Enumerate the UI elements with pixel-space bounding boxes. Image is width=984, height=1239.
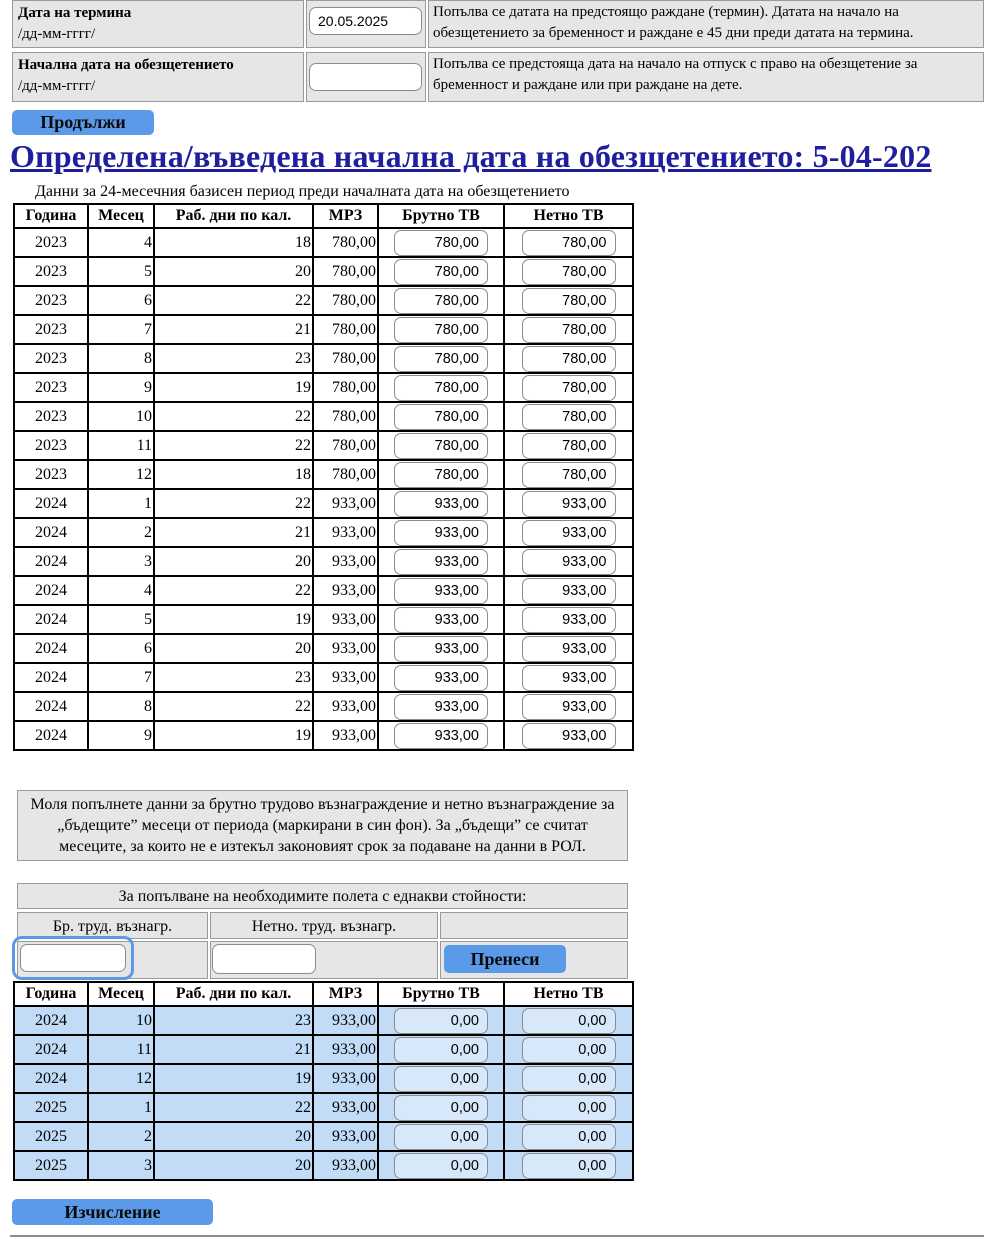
year-cell: 2023 [14, 373, 88, 402]
table-header-row [14, 204, 633, 228]
year-cell: 2023 [14, 257, 88, 286]
mrz-cell: 933,00 [313, 692, 378, 721]
table-row [14, 489, 633, 518]
month-cell: 6 [88, 634, 154, 663]
net-input-cell [504, 634, 633, 663]
col-net: Нетно ТВ [504, 204, 633, 228]
net-input-cell [504, 228, 633, 257]
net-input[interactable]: 0,00 [522, 1008, 616, 1034]
net-input[interactable]: 780,00 [522, 404, 616, 430]
workdays-cell: 23 [154, 344, 313, 373]
net-input[interactable]: 933,00 [522, 665, 616, 691]
calculate-button[interactable]: Изчисление [12, 1199, 213, 1225]
gross-input[interactable]: 780,00 [394, 317, 488, 343]
gross-input-cell [378, 489, 504, 518]
mrz-cell: 933,00 [313, 1122, 378, 1151]
start-date-format: /дд-мм-гггг/ [18, 78, 96, 94]
workdays-cell: 20 [154, 257, 313, 286]
mrz-cell: 780,00 [313, 431, 378, 460]
month-cell: 12 [88, 460, 154, 489]
workdays-cell: 22 [154, 402, 313, 431]
gross-input-cell [378, 1064, 504, 1093]
mrz-cell: 780,00 [313, 257, 378, 286]
net-input-cell [504, 286, 633, 315]
gross-input-cell [378, 315, 504, 344]
mrz-cell: 780,00 [313, 373, 378, 402]
month-cell: 1 [88, 489, 154, 518]
col-workdays: Раб. дни по кал. [154, 204, 313, 228]
table-row [14, 460, 633, 489]
gross-input[interactable]: 780,00 [394, 346, 488, 372]
gross-input-cell [378, 431, 504, 460]
net-input-cell [504, 344, 633, 373]
mrz-cell: 780,00 [313, 286, 378, 315]
workdays-cell: 18 [154, 228, 313, 257]
net-input[interactable]: 780,00 [522, 375, 616, 401]
continue-button[interactable]: Продължи [12, 110, 154, 135]
gross-input[interactable]: 933,00 [394, 694, 488, 720]
year-cell: 2023 [14, 402, 88, 431]
table-row [14, 605, 633, 634]
term-date-label: Дата на термина [18, 5, 132, 21]
col-year: Година [14, 204, 88, 228]
month-cell: 3 [88, 1151, 154, 1180]
month-cell: 7 [88, 315, 154, 344]
net-input[interactable]: 933,00 [522, 723, 616, 749]
net-input[interactable]: 933,00 [522, 549, 616, 575]
net-input[interactable]: 933,00 [522, 607, 616, 633]
table-row [14, 518, 633, 547]
table-row [14, 1035, 633, 1064]
workdays-cell: 23 [154, 1006, 313, 1035]
start-date-input[interactable] [309, 63, 422, 91]
month-cell: 10 [88, 1006, 154, 1035]
workdays-cell: 22 [154, 489, 313, 518]
gross-input-cell [378, 663, 504, 692]
mrz-cell: 933,00 [313, 721, 378, 750]
page-heading: Определена/въведена начална дата на обезщетението: 5-04-202 [10, 138, 932, 174]
year-cell: 2025 [14, 1093, 88, 1122]
gross-input[interactable]: 780,00 [394, 230, 488, 256]
month-cell: 2 [88, 518, 154, 547]
year-cell: 2024 [14, 721, 88, 750]
table-row [14, 576, 633, 605]
net-input[interactable]: 933,00 [522, 520, 616, 546]
month-cell: 4 [88, 576, 154, 605]
gross-input[interactable]: 780,00 [394, 404, 488, 430]
net-input-cell [504, 1064, 633, 1093]
table-row [14, 1093, 633, 1122]
gross-input-cell [378, 1035, 504, 1064]
table-row [14, 1151, 633, 1180]
col-net: Нетно ТВ [504, 982, 633, 1006]
net-input-cell [504, 518, 633, 547]
mrz-cell: 780,00 [313, 402, 378, 431]
net-input-cell [504, 663, 633, 692]
year-cell: 2024 [14, 605, 88, 634]
gross-input[interactable]: 0,00 [394, 1066, 488, 1092]
mrz-cell: 780,00 [313, 460, 378, 489]
table-row [14, 1006, 633, 1035]
table-row [14, 344, 633, 373]
month-cell: 8 [88, 692, 154, 721]
net-input[interactable]: 0,00 [522, 1037, 616, 1063]
table-row [14, 634, 633, 663]
gross-fill-input[interactable] [20, 944, 126, 972]
gross-input[interactable]: 933,00 [394, 491, 488, 517]
workdays-cell: 21 [154, 518, 313, 547]
gross-input-cell [378, 344, 504, 373]
year-cell: 2024 [14, 634, 88, 663]
gross-input[interactable]: 780,00 [394, 462, 488, 488]
workdays-cell: 18 [154, 460, 313, 489]
past-period-table [13, 203, 634, 751]
future-months-note: Моля попълнете данни за брутно трудово възнаграждение и нетно възнаграждение за „бъдещите” месеци от периода (маркирани в син фон). За „бъдещи” се считат месеците, за които не е изтекъл законовият срок за подаване на данни в РОЛ. [17, 790, 628, 861]
net-input-cell [504, 373, 633, 402]
net-input-cell [504, 489, 633, 518]
month-cell: 11 [88, 1035, 154, 1064]
gross-input[interactable]: 0,00 [394, 1095, 488, 1121]
col-gross: Брутно ТВ [378, 204, 504, 228]
col-mrz: МРЗ [313, 982, 378, 1006]
workdays-cell: 22 [154, 692, 313, 721]
net-input-cell [504, 1122, 633, 1151]
year-cell: 2023 [14, 286, 88, 315]
net-input-cell [504, 692, 633, 721]
year-cell: 2023 [14, 460, 88, 489]
mrz-cell: 933,00 [313, 1093, 378, 1122]
month-cell: 2 [88, 1122, 154, 1151]
gross-input[interactable]: 780,00 [394, 259, 488, 285]
workdays-cell: 21 [154, 1035, 313, 1064]
gross-input-cell [378, 605, 504, 634]
net-input-cell [504, 1006, 633, 1035]
gross-input[interactable]: 0,00 [394, 1124, 488, 1150]
year-cell: 2024 [14, 1006, 88, 1035]
gross-input-cell [378, 547, 504, 576]
table-row [14, 692, 633, 721]
gross-input-cell [378, 257, 504, 286]
table-row [14, 431, 633, 460]
term-date-description: Попълва се датата на предстоящо раждане (термин). Датата на начало на обезщетението за бременност и раждане е 45 дни преди датата на термина. [428, 0, 984, 48]
month-cell: 9 [88, 721, 154, 750]
gross-input[interactable]: 780,00 [394, 288, 488, 314]
gross-input-cell [378, 692, 504, 721]
net-input[interactable]: 0,00 [522, 1124, 616, 1150]
year-cell: 2024 [14, 576, 88, 605]
gross-input[interactable]: 933,00 [394, 520, 488, 546]
mrz-cell: 933,00 [313, 1151, 378, 1180]
workdays-cell: 22 [154, 576, 313, 605]
table-row [14, 402, 633, 431]
table-caption: Данни за 24-месечния базисен период преди началната дата на обезщетението [35, 183, 570, 200]
gross-input-cell [378, 1006, 504, 1035]
year-cell: 2023 [14, 315, 88, 344]
month-cell: 7 [88, 663, 154, 692]
table-row [14, 228, 633, 257]
net-fill-input[interactable] [212, 944, 316, 974]
term-date-format: /дд-мм-гггг/ [18, 26, 96, 42]
col-month: Месец [88, 204, 154, 228]
table-row [14, 721, 633, 750]
net-input-cell [504, 460, 633, 489]
workdays-cell: 21 [154, 315, 313, 344]
net-input[interactable]: 933,00 [522, 636, 616, 662]
gross-input[interactable]: 933,00 [394, 636, 488, 662]
mrz-cell: 780,00 [313, 228, 378, 257]
year-cell: 2024 [14, 489, 88, 518]
gross-input[interactable]: 933,00 [394, 665, 488, 691]
year-cell: 2024 [14, 692, 88, 721]
year-cell: 2024 [14, 1035, 88, 1064]
gross-input-cell [378, 518, 504, 547]
month-cell: 1 [88, 1093, 154, 1122]
gross-input[interactable]: 0,00 [394, 1153, 488, 1179]
year-cell: 2024 [14, 1064, 88, 1093]
gross-input[interactable]: 933,00 [394, 607, 488, 633]
workdays-cell: 22 [154, 1093, 313, 1122]
mrz-cell: 780,00 [313, 315, 378, 344]
net-input-cell [504, 721, 633, 750]
net-input[interactable]: 780,00 [522, 433, 616, 459]
workdays-cell: 22 [154, 286, 313, 315]
year-cell: 2024 [14, 663, 88, 692]
table-row [14, 547, 633, 576]
table-row [14, 1122, 633, 1151]
workdays-cell: 19 [154, 373, 313, 402]
net-fill-label: Нетно. труд. възнагр. [210, 912, 438, 939]
net-input[interactable]: 0,00 [522, 1066, 616, 1092]
year-cell: 2025 [14, 1122, 88, 1151]
month-cell: 12 [88, 1064, 154, 1093]
gross-input-cell [378, 286, 504, 315]
bottom-divider [10, 1235, 984, 1237]
month-cell: 3 [88, 547, 154, 576]
table-row [14, 286, 633, 315]
start-date-label: Начална дата на обезщетението [18, 57, 234, 73]
year-cell: 2025 [14, 1151, 88, 1180]
net-input[interactable]: 780,00 [522, 259, 616, 285]
net-input-cell [504, 1093, 633, 1122]
net-input[interactable]: 780,00 [522, 317, 616, 343]
mrz-cell: 933,00 [313, 634, 378, 663]
gross-input-cell [378, 1093, 504, 1122]
gross-input-cell [378, 721, 504, 750]
mrz-cell: 933,00 [313, 605, 378, 634]
start-date-description: Попълва се предстояща дата на начало на отпуск с право на обезщетение за бременност и раждане или при раждане на дете. [428, 52, 984, 102]
workdays-cell: 20 [154, 1151, 313, 1180]
table-row [14, 257, 633, 286]
net-input[interactable]: 0,00 [522, 1095, 616, 1121]
gross-input-cell [378, 460, 504, 489]
net-input-cell [504, 605, 633, 634]
col-month: Месец [88, 982, 154, 1006]
year-cell: 2023 [14, 228, 88, 257]
gross-input[interactable]: 0,00 [394, 1008, 488, 1034]
workdays-cell: 20 [154, 547, 313, 576]
fill-label-empty [440, 912, 628, 939]
mrz-cell: 933,00 [313, 489, 378, 518]
net-input[interactable]: 780,00 [522, 462, 616, 488]
net-input[interactable]: 0,00 [522, 1153, 616, 1179]
month-cell: 5 [88, 257, 154, 286]
month-cell: 10 [88, 402, 154, 431]
workdays-cell: 19 [154, 1064, 313, 1093]
year-cell: 2024 [14, 547, 88, 576]
gross-input-cell [378, 1151, 504, 1180]
gross-fill-label: Бр. труд. възнагр. [17, 912, 208, 939]
net-input-cell [504, 576, 633, 605]
net-input-cell [504, 547, 633, 576]
table-row [14, 373, 633, 402]
table-row [14, 1064, 633, 1093]
net-input[interactable]: 933,00 [522, 491, 616, 517]
year-cell: 2023 [14, 344, 88, 373]
month-cell: 9 [88, 373, 154, 402]
gross-input-cell [378, 228, 504, 257]
net-input[interactable]: 780,00 [522, 346, 616, 372]
gross-input[interactable]: 780,00 [394, 433, 488, 459]
month-cell: 6 [88, 286, 154, 315]
net-input[interactable]: 933,00 [522, 578, 616, 604]
mrz-cell: 933,00 [313, 1035, 378, 1064]
gross-input-cell [378, 576, 504, 605]
gross-input-cell [378, 1122, 504, 1151]
gross-input[interactable]: 0,00 [394, 1037, 488, 1063]
start-date-label-cell [12, 52, 304, 102]
net-input-cell [504, 257, 633, 286]
month-cell: 8 [88, 344, 154, 373]
table-row [14, 663, 633, 692]
month-cell: 11 [88, 431, 154, 460]
table-header-row [14, 982, 633, 1006]
month-cell: 4 [88, 228, 154, 257]
workdays-cell: 22 [154, 431, 313, 460]
term-date-input[interactable]: 20.05.2025 [309, 7, 422, 35]
net-input[interactable]: 780,00 [522, 288, 616, 314]
col-workdays: Раб. дни по кал. [154, 982, 313, 1006]
month-cell: 5 [88, 605, 154, 634]
fill-section-title: За попълване на необходимите полета с еднакви стойности: [17, 883, 628, 909]
gross-input[interactable]: 933,00 [394, 578, 488, 604]
gross-input[interactable]: 933,00 [394, 549, 488, 575]
gross-input[interactable]: 780,00 [394, 375, 488, 401]
mrz-cell: 933,00 [313, 663, 378, 692]
net-input[interactable]: 933,00 [522, 694, 616, 720]
col-mrz: МРЗ [313, 204, 378, 228]
year-cell: 2023 [14, 431, 88, 460]
net-input-cell [504, 1151, 633, 1180]
gross-input-cell [378, 373, 504, 402]
mrz-cell: 933,00 [313, 518, 378, 547]
workdays-cell: 19 [154, 721, 313, 750]
col-gross: Брутно ТВ [378, 982, 504, 1006]
net-input-cell [504, 402, 633, 431]
mrz-cell: 933,00 [313, 547, 378, 576]
gross-input-cell [378, 634, 504, 663]
workdays-cell: 20 [154, 1122, 313, 1151]
workdays-cell: 19 [154, 605, 313, 634]
mrz-cell: 933,00 [313, 1064, 378, 1093]
transfer-button[interactable]: Пренеси [444, 945, 566, 973]
table-row [14, 315, 633, 344]
net-input-cell [504, 315, 633, 344]
net-input-cell [504, 1035, 633, 1064]
mrz-cell: 933,00 [313, 576, 378, 605]
mrz-cell: 780,00 [313, 344, 378, 373]
year-cell: 2024 [14, 518, 88, 547]
gross-input[interactable]: 933,00 [394, 723, 488, 749]
future-period-table [13, 981, 634, 1181]
net-input[interactable]: 780,00 [522, 230, 616, 256]
col-year: Година [14, 982, 88, 1006]
mrz-cell: 933,00 [313, 1006, 378, 1035]
gross-input-cell [378, 402, 504, 431]
workdays-cell: 23 [154, 663, 313, 692]
term-date-label-cell [12, 0, 304, 48]
net-input-cell [504, 431, 633, 460]
workdays-cell: 20 [154, 634, 313, 663]
